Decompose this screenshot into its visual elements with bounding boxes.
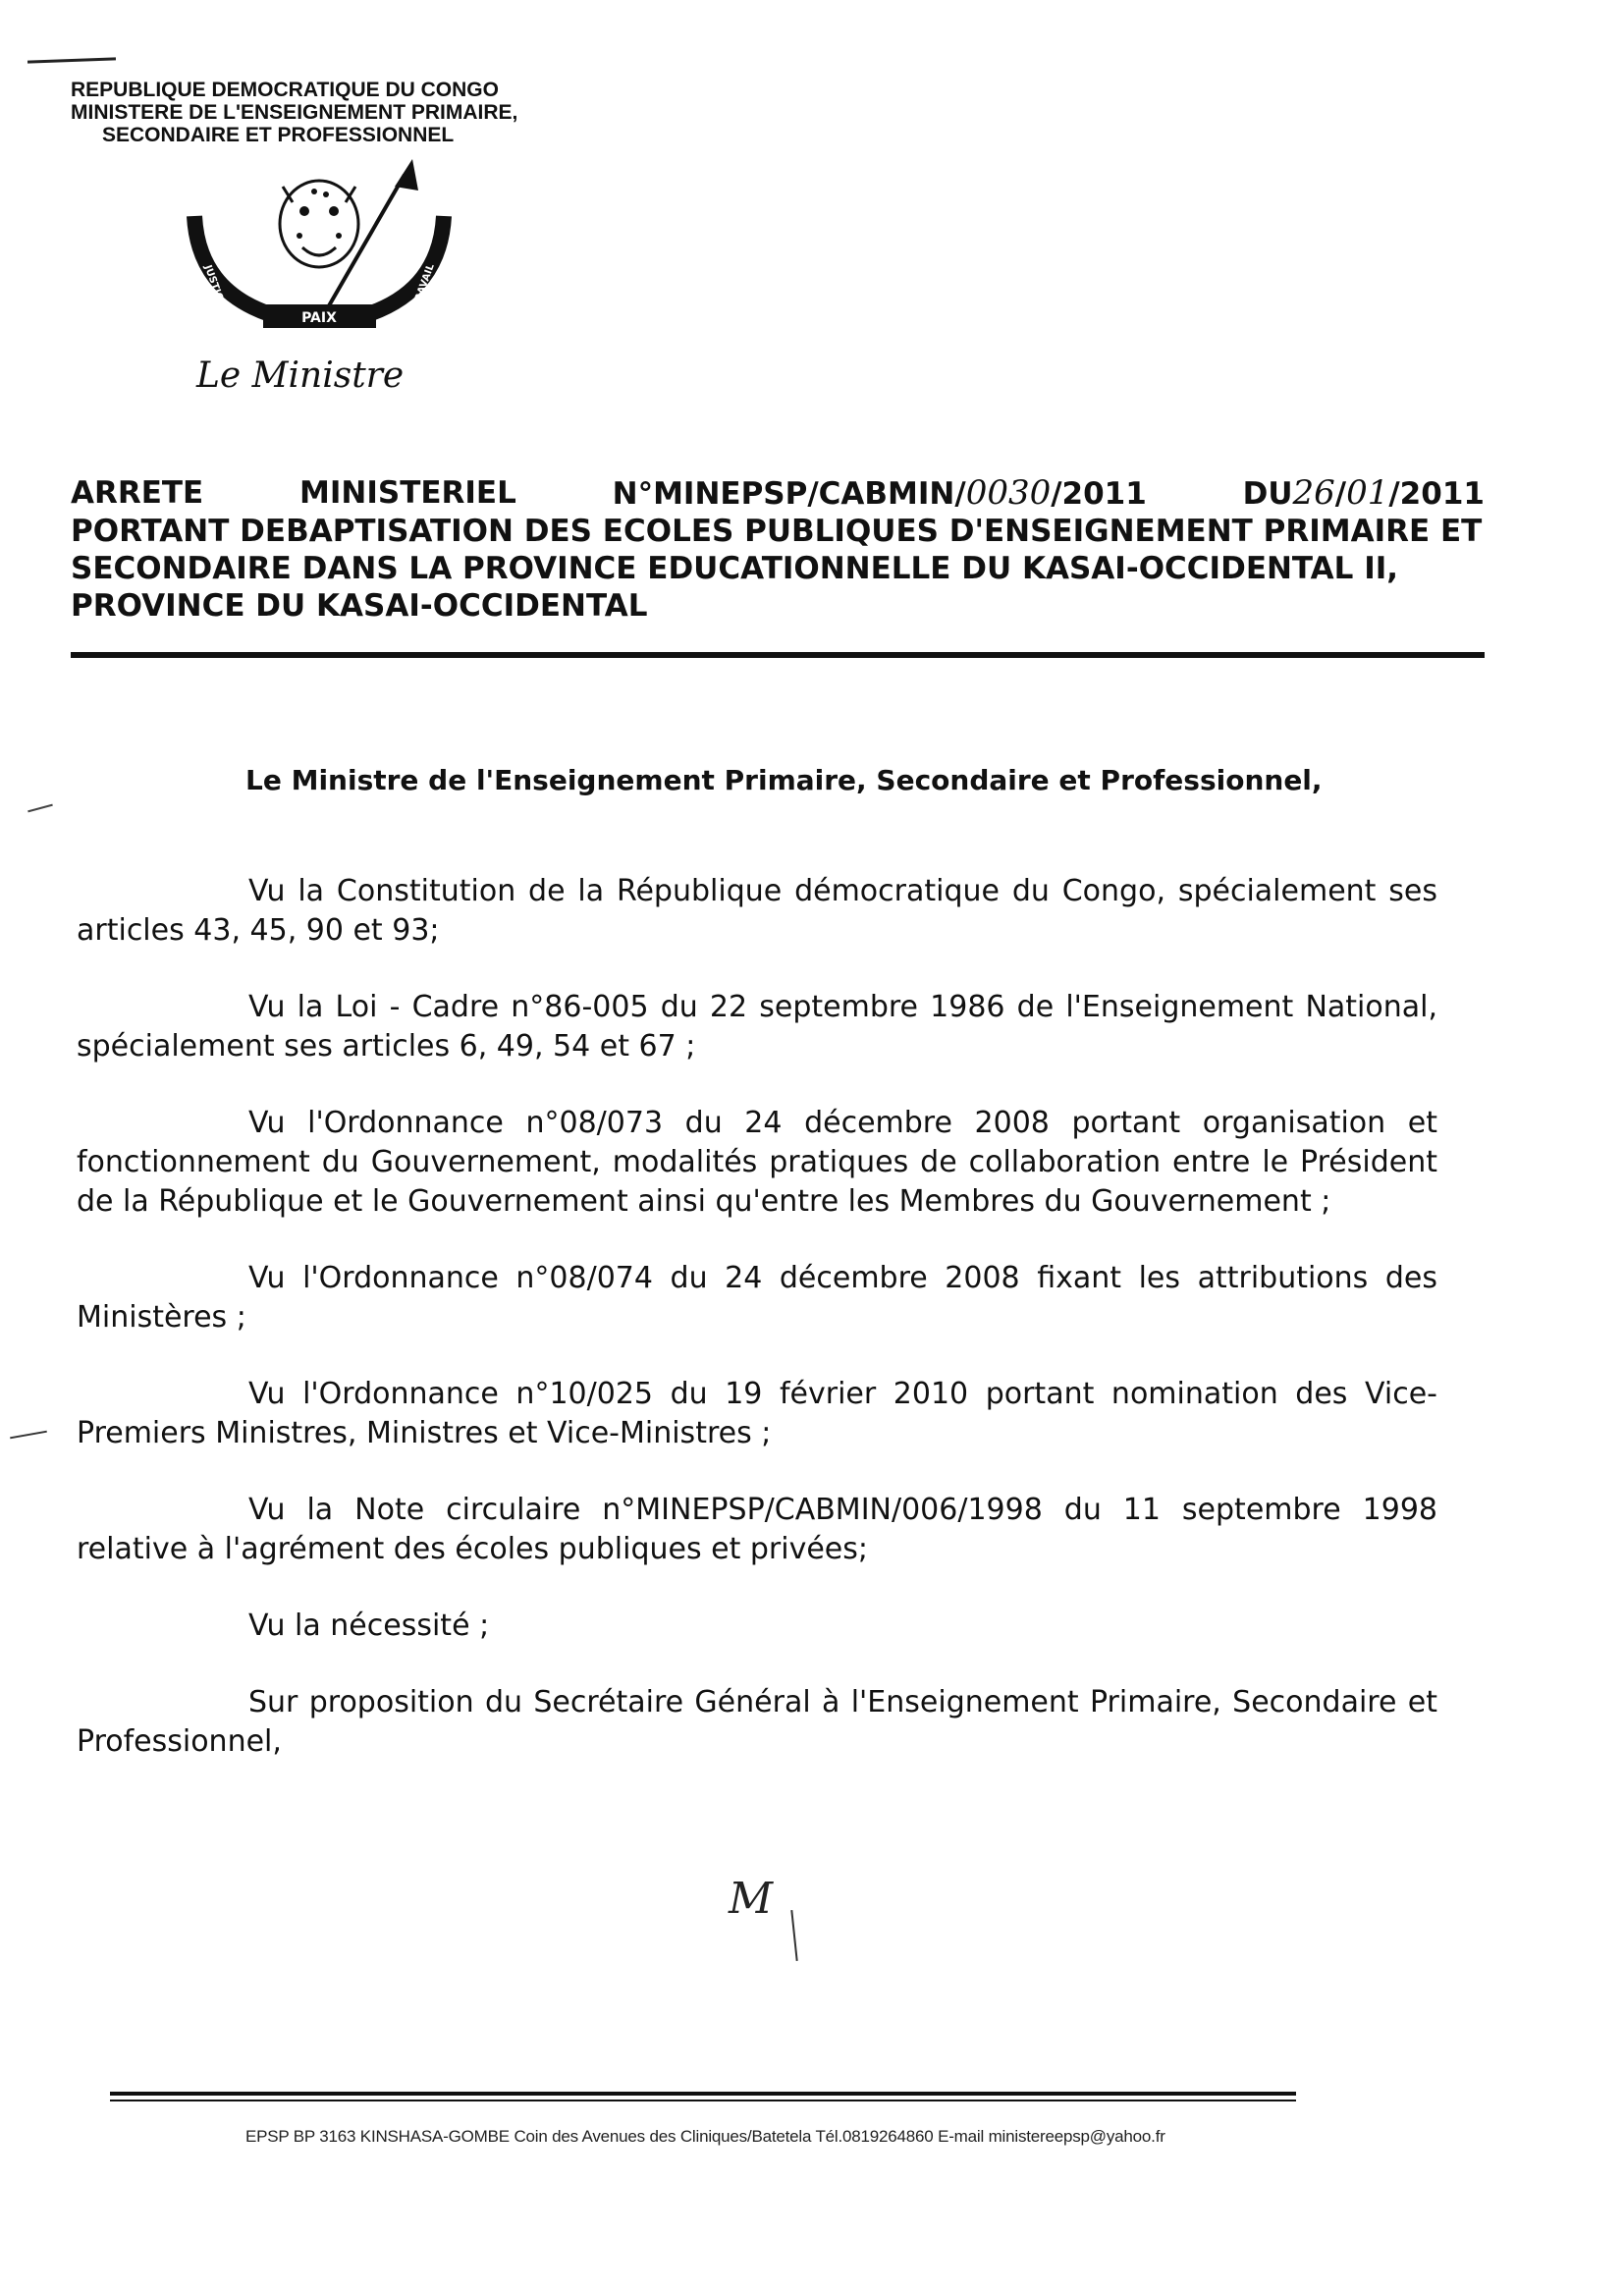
footer-address: EPSP BP 3163 KINSHASA-GOMBE Coin des Avenues des Cliniques/Batetela Tél.0819264860 E-mail ministereepsp@yahoo.fr [245,2127,1165,2146]
preamble-paragraph: Vu la Constitution de la République démocratique du Congo, spécialement ses articles 43, 45, 90 et 93; [77,874,1437,948]
decree-title-subject: PORTANT DEBAPTISATION DES ECOLES PUBLIQUES D'ENSEIGNEMENT PRIMAIRE ET SECONDAIRE DANS LA PROVINCE EDUCATIONNELLE DU KASAI-OCCIDENTAL II, PROVINCE DU KASAI-OCCIDENTAL [71,514,1483,624]
preamble-paragraph: Sur proposition du Secrétaire Général à l'Enseignement Primaire, Secondaire et Professionnel, [77,1685,1437,1759]
emblem-banner-justice: JUSTICE [201,263,228,308]
footer-rule [110,2100,1296,2101]
decree-title [71,474,1485,625]
decree-date [1243,474,1485,513]
decree-date-sep: / [1334,476,1347,512]
handwritten-initials: M [729,1874,774,1924]
preamble [77,872,1437,1762]
coat-of-arms-icon [177,157,461,354]
decree-number-prefix: N°MINEPSP/CABMIN/ [612,476,966,512]
preamble-paragraph: Vu la Loi - Cadre n°86-005 du 22 septembre 1986 de l'Enseignement National, spécialement ses articles 6, 49, 54 et 67 ; [77,990,1437,1064]
emblem-banner-travail: TRAVAIL [410,262,437,309]
decree-date-month: 01 [1346,473,1389,513]
title-word-ministeriel: MINISTERIEL [299,475,516,511]
initials-stroke [790,1910,797,1961]
title-divider [71,652,1485,658]
decree-title-line1 [71,474,1485,513]
decree-number [613,474,1147,513]
preamble-paragraph: Vu l'Ordonnance n°08/073 du 24 décembre 2008 portant organisation et fonctionnement du Gouvernement, modalités pratiques de collaboration entre le Président de la République et le Gouvernement ainsi qu'entre les Membres du Gouvernement ; [77,1106,1437,1219]
decree-date-year: /2011 [1388,476,1485,512]
scan-mark [27,804,53,813]
letterhead-ministry: MINISTERE DE L'ENSEIGNEMENT PRIMAIRE, [71,101,518,124]
decree-date-prefix: DU [1242,476,1293,512]
title-word-arrete: ARRETE [71,475,204,511]
minister-signature: Le Ministre [196,355,405,396]
preamble-paragraph: Vu la Note circulaire n°MINEPSP/CABMIN/006/1998 du 11 septembre 1998 relative à l'agrément des écoles publiques et privées; [77,1493,1437,1566]
letterhead [71,79,517,146]
scan-mark [27,57,116,63]
preamble-paragraph: Vu l'Ordonnance n°10/025 du 19 février 2010 portant nomination des Vice-Premiers Ministres, Ministres et Vice-Ministres ; [77,1377,1437,1450]
letterhead-ministry-cont: SECONDAIRE ET PROFESSIONNEL [102,124,455,146]
scan-mark [10,1431,47,1440]
preamble-paragraph: Vu la nécessité ; [248,1609,490,1643]
emblem-banner-paix: PAIX [301,310,337,326]
decree-number-suffix: /2011 [1051,476,1147,512]
decree-date-day: 26 [1292,473,1335,513]
decree-number-handwritten: 0030 [965,473,1052,513]
letterhead-country: REPUBLIQUE DEMOCRATIQUE DU CONGO [71,79,499,101]
minister-heading: Le Ministre de l'Enseignement Primaire, Secondaire et Professionnel, [245,764,1323,796]
footer-rule [110,2092,1296,2096]
preamble-paragraph: Vu l'Ordonnance n°08/074 du 24 décembre 2008 fixant les attributions des Ministères ; [77,1261,1437,1335]
